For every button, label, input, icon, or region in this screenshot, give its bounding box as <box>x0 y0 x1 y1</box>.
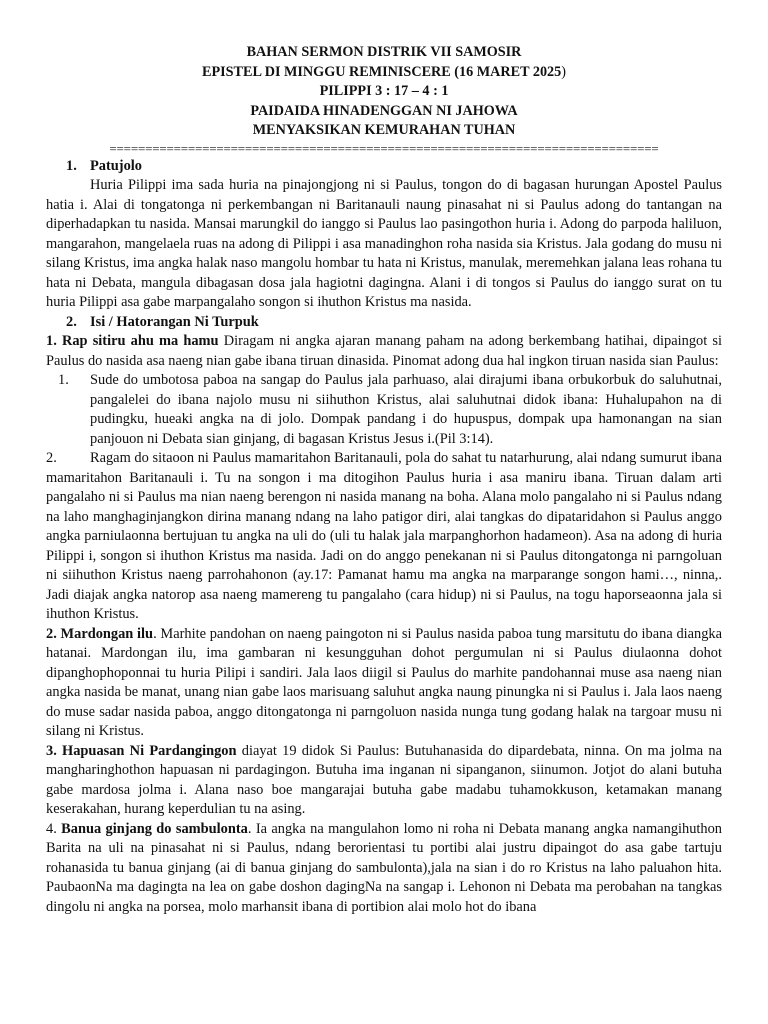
point-3-paragraph <box>46 742 722 820</box>
section-2-number: 2. <box>66 313 77 330</box>
point-3-label: 3. Hapuasan Ni Pardangingon <box>46 742 237 759</box>
point-2-body: . Marhite pandohan on naeng paingoton ni si Paulus nasida paboa tung marsitutu do ibana diangka hatanai. Mardongan ilu, ima gambaran ni kesungguhan dohot pergumulan ni si Paulus diulaonna dohot dipanghophoponnai tu huria Pilipi i sandiri. Jala laos diigil si Paulus do marhite pandohannai muse asa naeng nian angka nasida be manat, unang nian gabe laos marisuang saluhut angka naung pinungka ni si Paulus i. Jala laos naeng do muse sadar nasida paboa, anggo ditongatonga ni parngoluon nasida nunga tung godang halak na targoar musu ni silang ni Kristus. <box>46 625 723 739</box>
title-line-2 <box>46 63 722 83</box>
point-2-paragraph <box>46 625 722 742</box>
point-3-body: diayat 19 didok Si Paulus: Butuhanasida do dipardebata, ninna. On ma jolma na mangharinghothon hapuasan ni pardagingon. Butuha ima inganan ni sipanganon, siinumon. Jotjot do alani butuha gabe mardosa jolma i. Alana naso boe mangarajai butuha gabe madabu tuhamokkuson, ketamakan manang keserakahan, hurang keperdulian tu na asing. <box>46 742 722 817</box>
title-line-2-paren: ) <box>561 63 566 80</box>
document-title-block <box>46 43 722 141</box>
title-line-2-main: EPISTEL DI MINGGU REMINISCERE (16 MARET 2025 <box>202 63 562 80</box>
point-1-sub-2-marker: 2. <box>46 450 57 466</box>
point-2-label: 2. Mardongan ilu <box>46 625 154 642</box>
point-1-sub-1 <box>46 371 722 449</box>
title-line-3: PILIPPI 3 : 17 – 4 : 1 <box>319 83 449 99</box>
title-line-4: PAIDAIDA HINADENGGAN NI JAHOWA <box>250 102 518 119</box>
point-4-label: Banua ginjang do sambulonta <box>61 820 248 837</box>
point-1-body: Diragam ni angka ajaran manang paham na adong berkembang hatihai, dipaingot si Paulus do nasida asa naeng nian gabe ibana tiruan dinasida. Pinomat adong dua hal ingkon tiruan nasida sian Paulus: <box>46 333 722 369</box>
point-1-sub-2 <box>46 449 722 625</box>
point-1-sub-2-text: Ragam do sitaoon ni Paulus mamaritahon Baritanauli, pola do sahat tu natarhurung, alai ndang sumurut ibana mamaritahon Baritanauli i. Tu na songon i ma ditogihon Paulus huria i asa maniru ibana. Tiruan dalam arti pangalaho ni si Paulus ma nian naeng berengon ni nasida manang na boha. Alana molo pangalaho ni si Paulus ndang na laho manghaginjangkon dirina manang ndang na laho patigor diri, alai tangkas do dipataridahon si Paulus anggo angka parniulaonna bertujuan tu angka na uli do (uli tu halak jala marpanghorhon hadameon). Asa na adong di huria Pilippi i, songon si ihuthon Kristus ma nasida. Jadi on do anggo penekanan ni si Paulus ditongatonga ni parngoluan ni siihuthon Kristus naeng parrohahonon (ay.17: Pamanat hamu ma angka na marparange songon hami…, ninna,. Jadi diajak angka natorop asa naeng mamereng tu pangalaho (cara hidup) ni si Paulus, na togu haporseaonna jala si ihuthon Kristus. <box>46 450 722 622</box>
point-1-label: 1. Rap sitiru ahu ma hamu <box>46 333 219 349</box>
point-1-sub-1-marker: 1. <box>58 372 69 388</box>
section-1-body: Huria Pilippi ima sada huria na pinajongjong ni si Paulus, tongon do di bagasan hurungan Apostel Paulus hatia i. Alai di tongatonga ni perkembangan ni Baritanauli naung pinasahat ni si Paulus adong do tantangan na diperhadapkan tu nasida. Mansai marungkil do ianggo si Paulus lao pasingothon huria i. Adong do parpoda haliluon, mangarahon, mangelaela ruas na adong di Pilippi i asa manadinghon roha nasida sia Kristus. Jala godang do musu ni silang Kristus, ima angka halak naso mangolu hombar tu hata ni Kristus, manulak, meremehkan jalana leas rohana tu hata ni Debata, mangula dibagasan dosa jala hagiotni dagingna. Alani i di tongos si Paulus do ianggo surat on tu huria Pilippi asa gabe marpangalaho songon si ihuthon Kristus ma nasida. <box>46 177 722 310</box>
point-4-prefix: 4. <box>46 820 62 837</box>
divider-line: ============================================================================= <box>109 140 659 156</box>
point-4-body: . Ia angka na mangulahon lomo ni roha ni Debata manang angka namangihuthon Barita na uli na pinasahat ni si Paulus, ndang berorientasi tu portibi alai justru dipaingot do asa gabe tartuju rohanasida tu banua ginjang (ai di banua ginjang do sambulonta),jala na sian i do ro Kristus na laho paluahon hita. PaubaonNa ma dagingta na lea on gabe doshon dagingNa na sangap i. Lehonon ni Debata ma perobahan na tangkas dingolu ni angka na porsea, molo marhansit ibana di portibion alai molo hot do ibana <box>46 820 722 915</box>
section-1-number: 1. <box>66 157 77 174</box>
point-4-paragraph <box>46 820 722 918</box>
title-line-5: MENYAKSIKAN KEMURAHAN TUHAN <box>252 122 516 138</box>
section-1-title: Patujolo <box>90 157 142 174</box>
title-line-1: BAHAN SERMON DISTRIK VII SAMOSIR <box>246 44 522 60</box>
section-2-heading <box>46 313 722 333</box>
section-1-heading <box>46 157 722 177</box>
point-1-sub-1-text: Sude do umbotosa paboa na sangap do Paulus jala parhuaso, alai dirajumi ibana orbukorbuk do saluhutnai, pangalelei do ibana najolo musu ni siihuthon Kristus, alai saluhutnai didok ibana: Huhalupahon na di pudingku, hueaki angka na di jolo. Dompak pandang i do hupuspus, dompak upa hamonangan na sian panjouon ni Debata sian ginjang, di bagasan Kristus Jesus i.(Pil 3:14). <box>90 372 722 447</box>
point-1-paragraph <box>46 332 722 371</box>
section-2-title: Isi / Hatorangan Ni Turpuk <box>90 313 259 330</box>
